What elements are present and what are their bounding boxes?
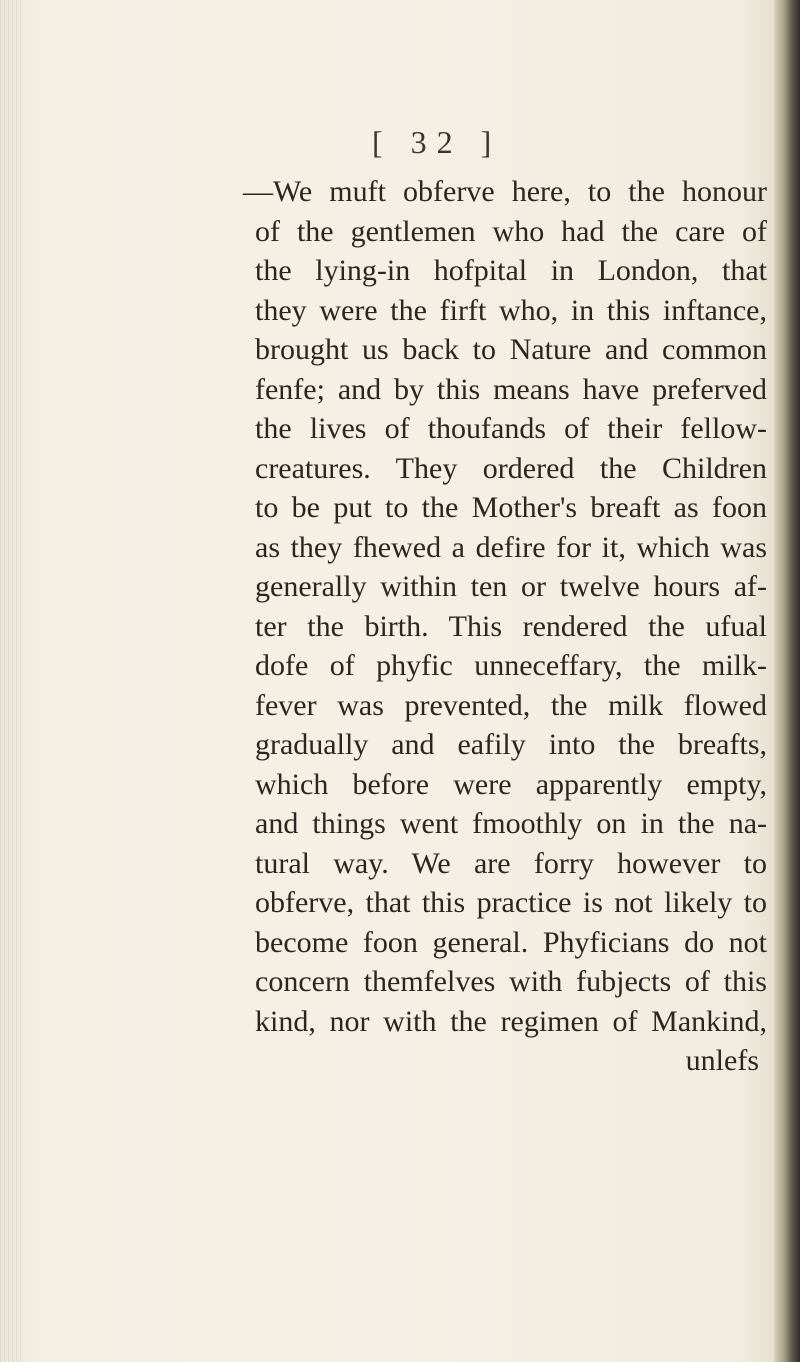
- page-gutter-edge: [0, 0, 22, 1362]
- text-line: —We muft obferve here, to the honour: [243, 175, 767, 208]
- text-line: the lying-in hofpital in London, that: [255, 254, 767, 287]
- text-line: which before were apparently empty,: [255, 767, 767, 801]
- text-line: dofe of phyfic unneceffary, the milk-: [255, 649, 767, 682]
- text-line: kind, nor with the regimen of Mankind,: [255, 1004, 767, 1038]
- text-line: creatures. They ordered the Children: [255, 451, 767, 485]
- text-line: ter the birth. This rendered the ufual: [255, 609, 767, 643]
- page-right-edge: [774, 0, 800, 1362]
- text-line: brought us back to Nature and common: [255, 333, 767, 366]
- text-line: concern themfelves with fubjects of this: [255, 965, 767, 998]
- text-line: tural way. We are forry however to: [255, 846, 767, 880]
- text-line: gradually and eafily into the breafts,: [255, 728, 767, 761]
- text-line: obferve, that this practice is not likely to: [255, 886, 767, 919]
- text-line: and things went fmoothly on in the na-: [255, 807, 767, 840]
- text-line: as they fhewed a defire for it, which was: [255, 530, 767, 564]
- catchword: unlefs: [685, 1044, 759, 1077]
- text-line: become foon general. Phyficians do not: [255, 925, 767, 959]
- text-line: they were the firft who, in this inftance,: [255, 293, 767, 327]
- body-text: [243, 172, 767, 1081]
- text-line: generally within ten or twelve hours af-: [255, 570, 767, 603]
- text-line: of the gentlemen who had the care of: [255, 214, 767, 248]
- page-number: [ 32 ]: [372, 124, 502, 160]
- text-line: fever was prevented, the milk flowed: [255, 688, 767, 722]
- text-line: to be put to the Mother's breaft as foon: [255, 491, 767, 524]
- text-line: the lives of thoufands of their fellow-: [255, 412, 767, 445]
- text-line: fenfe; and by this means have preferved: [255, 372, 767, 406]
